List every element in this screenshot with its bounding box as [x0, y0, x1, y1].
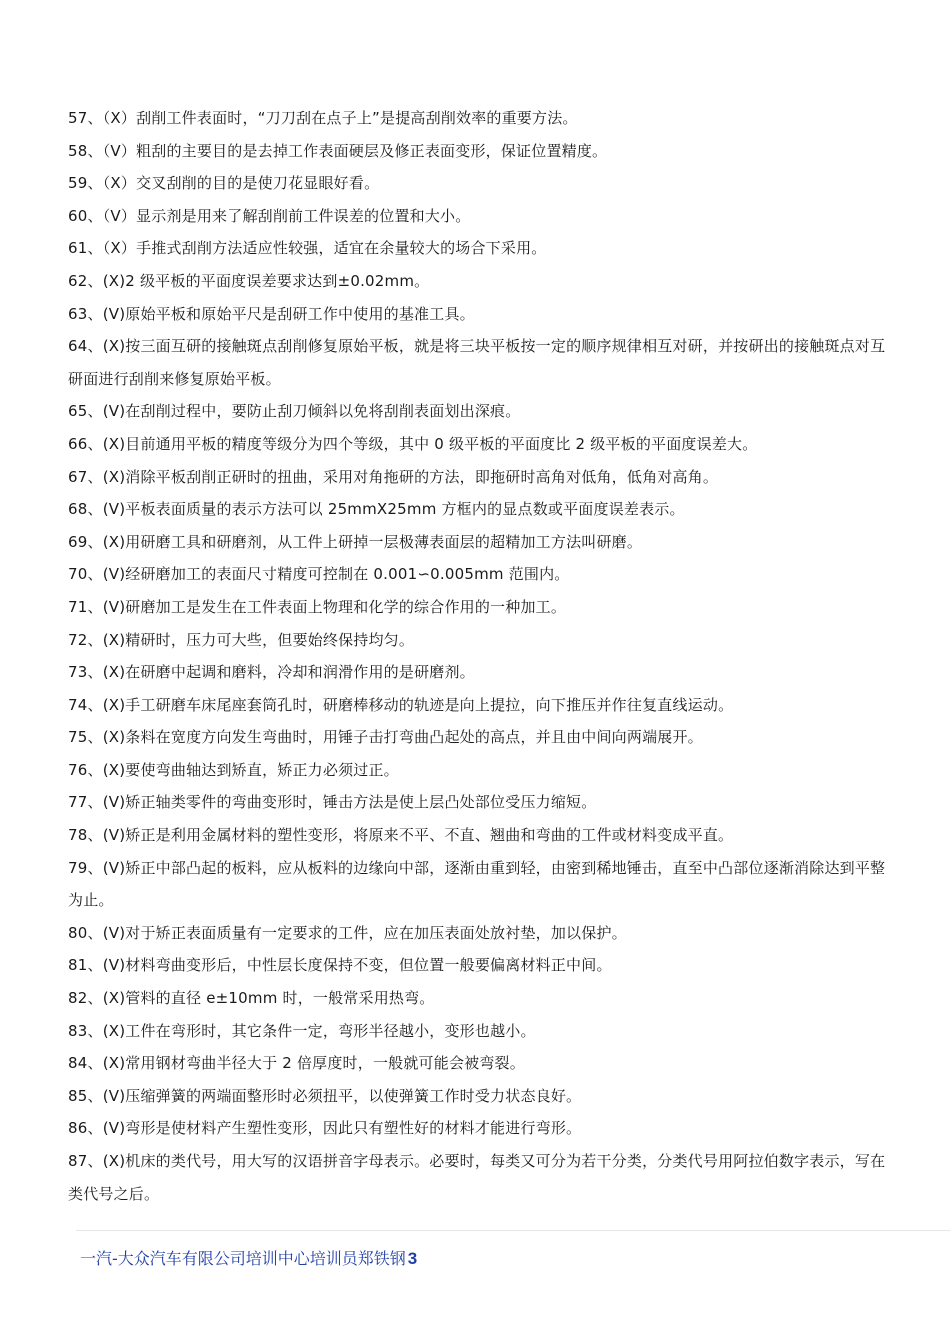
question-item	[68, 786, 888, 819]
question-number: 59、	[68, 174, 103, 193]
question-number: 60、	[68, 206, 103, 225]
question-item	[68, 1015, 888, 1048]
question-number: 63、	[68, 304, 103, 323]
question-number: 71、	[68, 597, 103, 616]
question-text: (X)消除平板刮削正研时的扭曲，采用对角拖研的方法，即拖研时高角对低角，低角对高角。	[102, 467, 719, 486]
page-number: 3	[407, 1249, 418, 1268]
question-number: 68、	[68, 500, 103, 519]
question-item	[68, 102, 888, 135]
question-item	[68, 395, 888, 428]
question-text: (V)对于矫正表面质量有一定要求的工件，应在加压表面处放衬垫，加以保护。	[102, 923, 627, 942]
question-text: (V)原始平板和原始平尺是刮研工作中使用的基准工具。	[102, 304, 475, 323]
question-number: 69、	[68, 532, 103, 551]
question-number: 86、	[68, 1119, 103, 1138]
question-item	[68, 1080, 888, 1113]
question-item	[68, 461, 888, 494]
question-number: 74、	[68, 695, 103, 714]
question-item	[68, 232, 888, 265]
question-text: (X)目前通用平板的精度等级分为四个等级，其中 0 级平板的平面度比 2 级平板的平面度误差大。	[102, 434, 758, 453]
question-number: 73、	[68, 663, 103, 682]
question-item	[68, 558, 888, 591]
question-text: (X)常用钢材弯曲半径大于 2 倍厚度时，一般就可能会被弯裂。	[102, 1054, 525, 1073]
question-text: (X)精研时，压力可大些，但要始终保持均匀。	[102, 630, 415, 649]
question-number: 67、	[68, 467, 103, 486]
question-number: 79、	[68, 858, 103, 877]
question-item	[68, 200, 888, 233]
question-text: (X)2 级平板的平面度误差要求达到±0.02mm。	[102, 271, 430, 290]
question-text: （X）刮削工件表面时，“刀刀刮在点子上”是提高刮削效率的重要方法。	[102, 109, 578, 127]
question-text: （V）显示剂是用来了解刮削前工件误差的位置和大小。	[102, 206, 471, 225]
question-text: (X)用研磨工具和研磨剂，从工件上研掉一层极薄表面层的超精加工方法叫研磨。	[102, 532, 643, 551]
question-text: （X）手推式刮削方法适应性较强，适宜在余量较大的场合下采用。	[102, 239, 547, 258]
question-item	[68, 135, 888, 168]
question-list	[68, 102, 888, 1210]
question-text: (X)管料的直径 e±10mm 时，一般常采用热弯。	[102, 989, 435, 1008]
question-item	[68, 917, 888, 950]
question-item	[68, 1112, 888, 1145]
question-text: (X)工件在弯形时，其它条件一定，弯形半径越小，变形也越小。	[102, 1021, 536, 1040]
question-item	[68, 721, 888, 754]
question-item	[68, 982, 888, 1015]
question-number: 64、	[68, 337, 103, 356]
question-item	[68, 493, 888, 526]
question-number: 65、	[68, 402, 103, 421]
question-item	[68, 656, 888, 689]
question-item	[68, 949, 888, 982]
footer-organization: 一汽-大众汽车有限公司培训中心培训员郑铁钢	[80, 1249, 406, 1268]
question-number: 82、	[68, 989, 103, 1008]
question-number: 72、	[68, 630, 103, 649]
question-number: 75、	[68, 728, 103, 747]
question-number: 80、	[68, 923, 103, 942]
question-number: 58、	[68, 141, 103, 160]
question-number: 87、	[68, 1152, 103, 1170]
question-item	[68, 624, 888, 657]
question-number: 76、	[68, 760, 103, 779]
question-text: (V)矫正是利用金属材料的塑性变形，将原来不平、不直、翘曲和弯曲的工件或材料变成平直。	[102, 826, 734, 845]
question-text: (X)要使弯曲轴达到矫直，矫正力必须过正。	[102, 760, 399, 779]
question-number: 61、	[68, 239, 103, 258]
question-item	[68, 819, 888, 852]
question-text: (V)经研磨加工的表面尺寸精度可控制在 0.001∽0.005mm 范围内。	[102, 565, 570, 584]
question-number: 85、	[68, 1086, 103, 1105]
question-item	[68, 428, 888, 461]
question-item	[68, 526, 888, 559]
question-item	[68, 1145, 888, 1210]
question-text: (X)在研磨中起调和磨料，冷却和润滑作用的是研磨剂。	[102, 663, 475, 682]
question-text: (X)机床的类代号，用大写的汉语拼音字母表示。必要时，每类又可分为若干分类，分类代号用阿拉伯数字表示，写在类代号之后。	[68, 1152, 886, 1203]
question-text: (X)条料在宽度方向发生弯曲时，用锤子击打弯曲凸起处的高点，并且由中间向两端展开。	[102, 728, 703, 747]
question-text: (X)按三面互研的接触斑点刮削修复原始平板，就是将三块平板按一定的顺序规律相互对研，并按研出的接触斑点对互研面进行刮削来修复原始平板。	[68, 337, 886, 388]
page-footer	[80, 1246, 417, 1269]
question-number: 57、	[68, 109, 103, 127]
question-number: 78、	[68, 826, 103, 845]
question-item	[68, 1047, 888, 1080]
question-text: (V)在刮削过程中，要防止刮刀倾斜以免将刮削表面划出深痕。	[102, 402, 521, 421]
question-item	[68, 330, 888, 395]
question-text: (V)研磨加工是发生在工件表面上物理和化学的综合作用的一种加工。	[102, 597, 567, 616]
question-number: 84、	[68, 1054, 103, 1073]
question-number: 77、	[68, 793, 103, 812]
question-text: (V)弯形是使材料产生塑性变形，因此只有塑性好的材料才能进行弯形。	[102, 1119, 582, 1138]
footer-divider	[76, 1230, 950, 1231]
question-text: (V)平板表面质量的表示方法可以 25mmX25mm 方框内的显点数或平面度误差表示。	[102, 500, 685, 519]
question-text: (V)矫正轴类零件的弯曲变形时，锤击方法是使上层凸处部位受压力缩短。	[102, 793, 597, 812]
question-item	[68, 167, 888, 200]
question-number: 83、	[68, 1021, 103, 1040]
question-text: （V）粗刮的主要目的是去掉工作表面硬层及修正表面变形，保证位置精度。	[102, 141, 608, 160]
question-item	[68, 298, 888, 331]
question-text: (V)压缩弹簧的两端面整形时必须扭平，以使弹簧工作时受力状态良好。	[102, 1086, 582, 1105]
question-item	[68, 754, 888, 787]
question-number: 62、	[68, 271, 103, 290]
question-item	[68, 852, 888, 917]
question-item	[68, 265, 888, 298]
question-text: （X）交叉刮削的目的是使刀花显眼好看。	[102, 174, 380, 193]
question-item	[68, 689, 888, 722]
question-text: (V)材料弯曲变形后，中性层长度保持不变，但位置一般要偏离材料正中间。	[102, 956, 612, 975]
question-number: 70、	[68, 565, 103, 584]
question-number: 66、	[68, 434, 103, 453]
question-item	[68, 591, 888, 624]
question-text: (X)手工研磨车床尾座套筒孔时，研磨棒移动的轨迹是向上提拉，向下推压并作往复直线运动。	[102, 695, 734, 714]
question-number: 81、	[68, 956, 103, 975]
question-text: (V)矫正中部凸起的板料，应从板料的边缘向中部，逐渐由重到轻，由密到稀地锤击，直至中凸部位逐渐消除达到平整为止。	[68, 858, 886, 910]
